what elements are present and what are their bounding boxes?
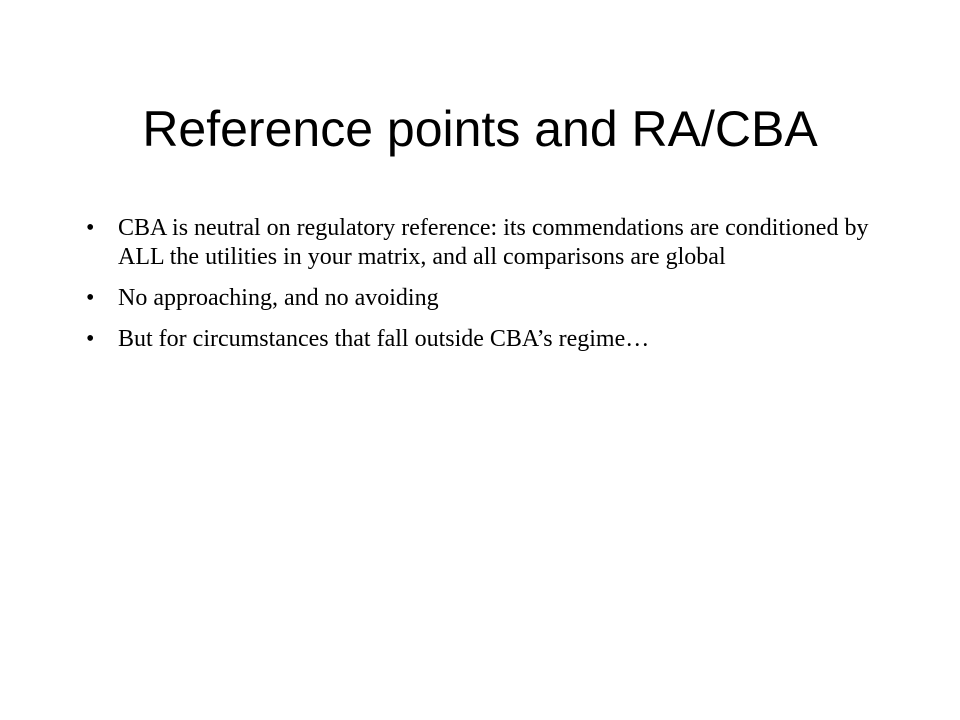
- bullet-list: [86, 214, 886, 366]
- bullet-text: No approaching, and no avoiding: [118, 285, 439, 311]
- bullet-dot-icon: •: [86, 285, 95, 311]
- bullet-dot-icon: •: [86, 326, 95, 352]
- bullet-dot-icon: •: [86, 215, 95, 241]
- bullet-text: But for circumstances that fall outside CBA’s regime…: [118, 326, 650, 352]
- bullet-item: [86, 325, 886, 354]
- bullet-text: CBA is neutral on regulatory reference: its commendations are conditioned by ALL the utilities in your matrix, and all comparisons are global: [118, 215, 869, 270]
- slide-title: Reference points and RA/CBA: [142, 101, 818, 157]
- bullet-item: [86, 214, 886, 272]
- bullet-item: [86, 284, 886, 313]
